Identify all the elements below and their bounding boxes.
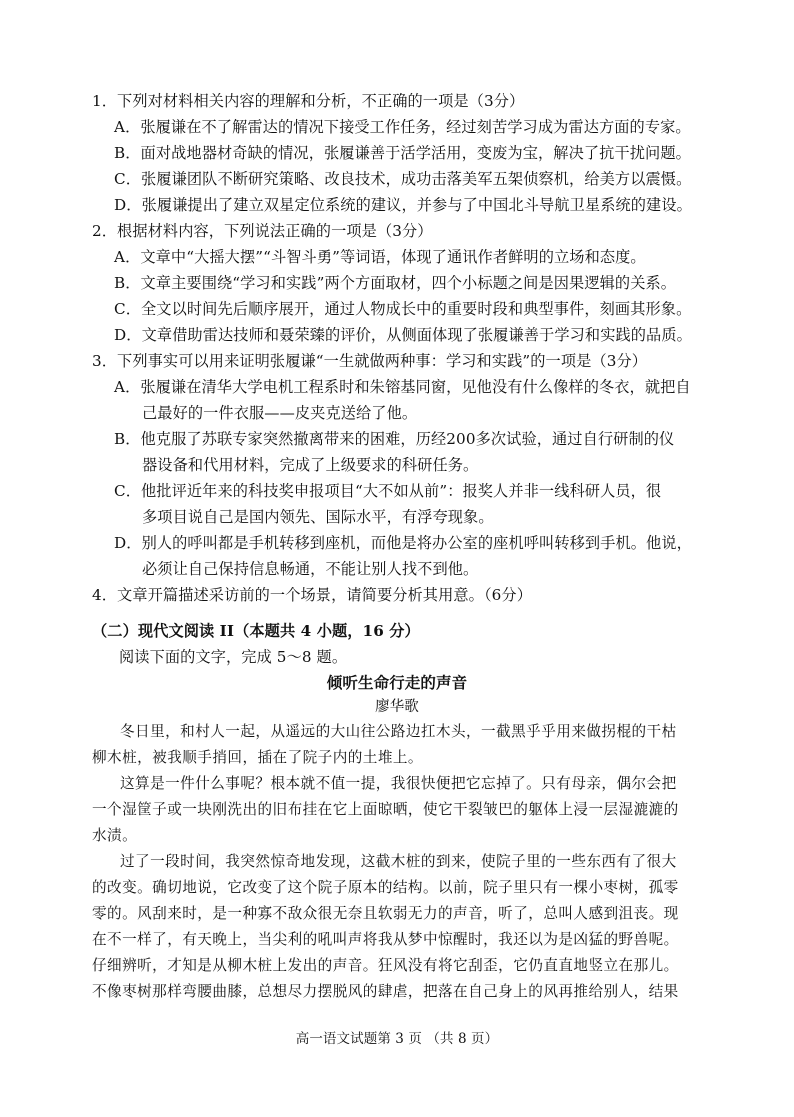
question-1-option-c: C．张履谦团队不断研究策略、改良技术，成功击落美军五架侦察机，给美方以震慑。 bbox=[114, 170, 692, 188]
passage-paragraph-3-line-3: 零的。风刮来时，是一种寡不敌众很无奈且软弱无力的声音，听了，总叫人感到沮丧。现 bbox=[92, 905, 679, 922]
page-footer: 高一语文试题第 3 页 （共 8 页） bbox=[295, 1031, 499, 1047]
passage-paragraph-1-line-2: 柳木桩，被我顺手捎回，插在了院子内的土堆上。 bbox=[92, 749, 423, 766]
question-3-option-d-cont: 必须让自己保持信息畅通，不能让别人找不到他。 bbox=[142, 560, 479, 578]
question-3-option-d: D．别人的呼叫都是手机转移到座机，而他是将办公室的座机呼叫转移到手机。他说， bbox=[114, 534, 692, 552]
question-1-option-d: D．张履谦提出了建立双星定位系统的建议，并参与了中国北斗导航卫星系统的建设。 bbox=[114, 196, 692, 214]
passage-paragraph-3-line-5: 仔细辨听，才知是从柳木桩上发出的声音。狂风没有将它刮歪，它仍直直地竖立在那儿。 bbox=[92, 957, 679, 974]
passage-paragraph-3-line-1: 过了一段时间，我突然惊奇地发现，这截木桩的到来，使院子里的一些东西有了很大 bbox=[120, 853, 677, 870]
question-4-stem: 4．文章开篇描述采访前的一个场景，请简要分析其用意。（6分） bbox=[92, 586, 532, 604]
section-heading: （二）现代文阅读 II（本题共 4 小题，16 分） bbox=[92, 622, 420, 640]
question-1-option-b: B．面对战地器材奇缺的情况，张履谦善于活学活用，变废为宝，解决了抗干扰问题。 bbox=[114, 144, 691, 162]
passage-paragraph-2-line-2: 一个湿筐子或一块刚洗出的旧布挂在它上面晾晒，使它干裂皱巴的躯体上浸一层湿漉漉的 bbox=[92, 801, 679, 818]
question-3-option-b: B．他克服了苏联专家突然撤离带来的困难，历经200多次试验，通过自行研制的仪 bbox=[114, 430, 675, 448]
passage-title: 倾听生命行走的声音 bbox=[326, 673, 468, 692]
question-3-option-c: C．他批评近年来的科技奖申报项目“大不如从前”：报奖人并非一线科研人员，很 bbox=[114, 482, 662, 500]
question-3-option-a: A．张履谦在清华大学电机工程系时和朱镕基同窗，见他没有什么像样的冬衣，就把自 bbox=[114, 378, 691, 396]
passage-paragraph-3-line-2: 的改变。确切地说，它改变了这个院子原本的结构。以前，院子里只有一棵小枣树，孤零 bbox=[92, 879, 679, 896]
passage-paragraph-3-line-6: 不像枣树那样弯腰曲膝，总想尽力摆脱风的肆虐，把落在自己身上的风再推给别人，结果 bbox=[92, 983, 679, 1000]
section-instruction: 阅读下面的文字，完成 5～8 题。 bbox=[119, 648, 348, 666]
question-2-option-a: A．文章中“大摇大摆”“斗智斗勇”等词语，体现了通讯作者鲜明的立场和态度。 bbox=[114, 248, 646, 266]
passage-author: 廖华歌 bbox=[375, 699, 419, 715]
passage-paragraph-3-line-4: 在不一样了，有天晚上，当尖利的吼叫声将我从梦中惊醒时，我还以为是凶猛的野兽呢。 bbox=[92, 931, 679, 948]
question-2-option-d: D．文章借助雷达技师和聂荣臻的评价，从侧面体现了张履谦善于学习和实践的品质。 bbox=[114, 326, 692, 344]
question-3-option-a-cont: 己最好的一件衣服——皮夹克送给了他。 bbox=[142, 404, 418, 422]
question-2-stem: 2．根据材料内容，下列说法正确的一项是（3分） bbox=[92, 222, 433, 240]
question-3-stem: 3．下列事实可以用来证明张履谦“一生就做两种事：学习和实践”的一项是（3分） bbox=[92, 352, 648, 370]
question-2-option-b: B．文章主要围绕“学习和实践”两个方面取材，四个小标题之间是因果逻辑的关系。 bbox=[114, 274, 677, 292]
passage-paragraph-1-line-1: 冬日里，和村人一起，从遥远的大山往公路边扛木头，一截黑乎乎用来做拐棍的干枯 bbox=[120, 723, 677, 740]
question-3-option-b-cont: 器设备和代用材料，完成了上级要求的科研任务。 bbox=[142, 456, 479, 474]
question-3-option-c-cont: 多项目说自己是国内领先、国际水平，有浮夸现象。 bbox=[142, 508, 494, 526]
question-1-stem: 1．下列对材料相关内容的理解和分析，不正确的一项是（3分） bbox=[92, 92, 525, 110]
question-2-option-c: C．全文以时间先后顺序展开，通过人物成长中的重要时段和典型事件，刻画其形象。 bbox=[114, 300, 692, 318]
question-1-option-a: A．张履谦在不了解雷达的情况下接受工作任务，经过刻苦学习成为雷达方面的专家。 bbox=[114, 118, 691, 136]
passage-paragraph-2-line-1: 这算是一件什么事呢？根本就不值一提，我很快便把它忘掉了。只有母亲，偶尔会把 bbox=[120, 775, 677, 792]
passage-paragraph-2-line-3: 水渍。 bbox=[92, 827, 138, 844]
